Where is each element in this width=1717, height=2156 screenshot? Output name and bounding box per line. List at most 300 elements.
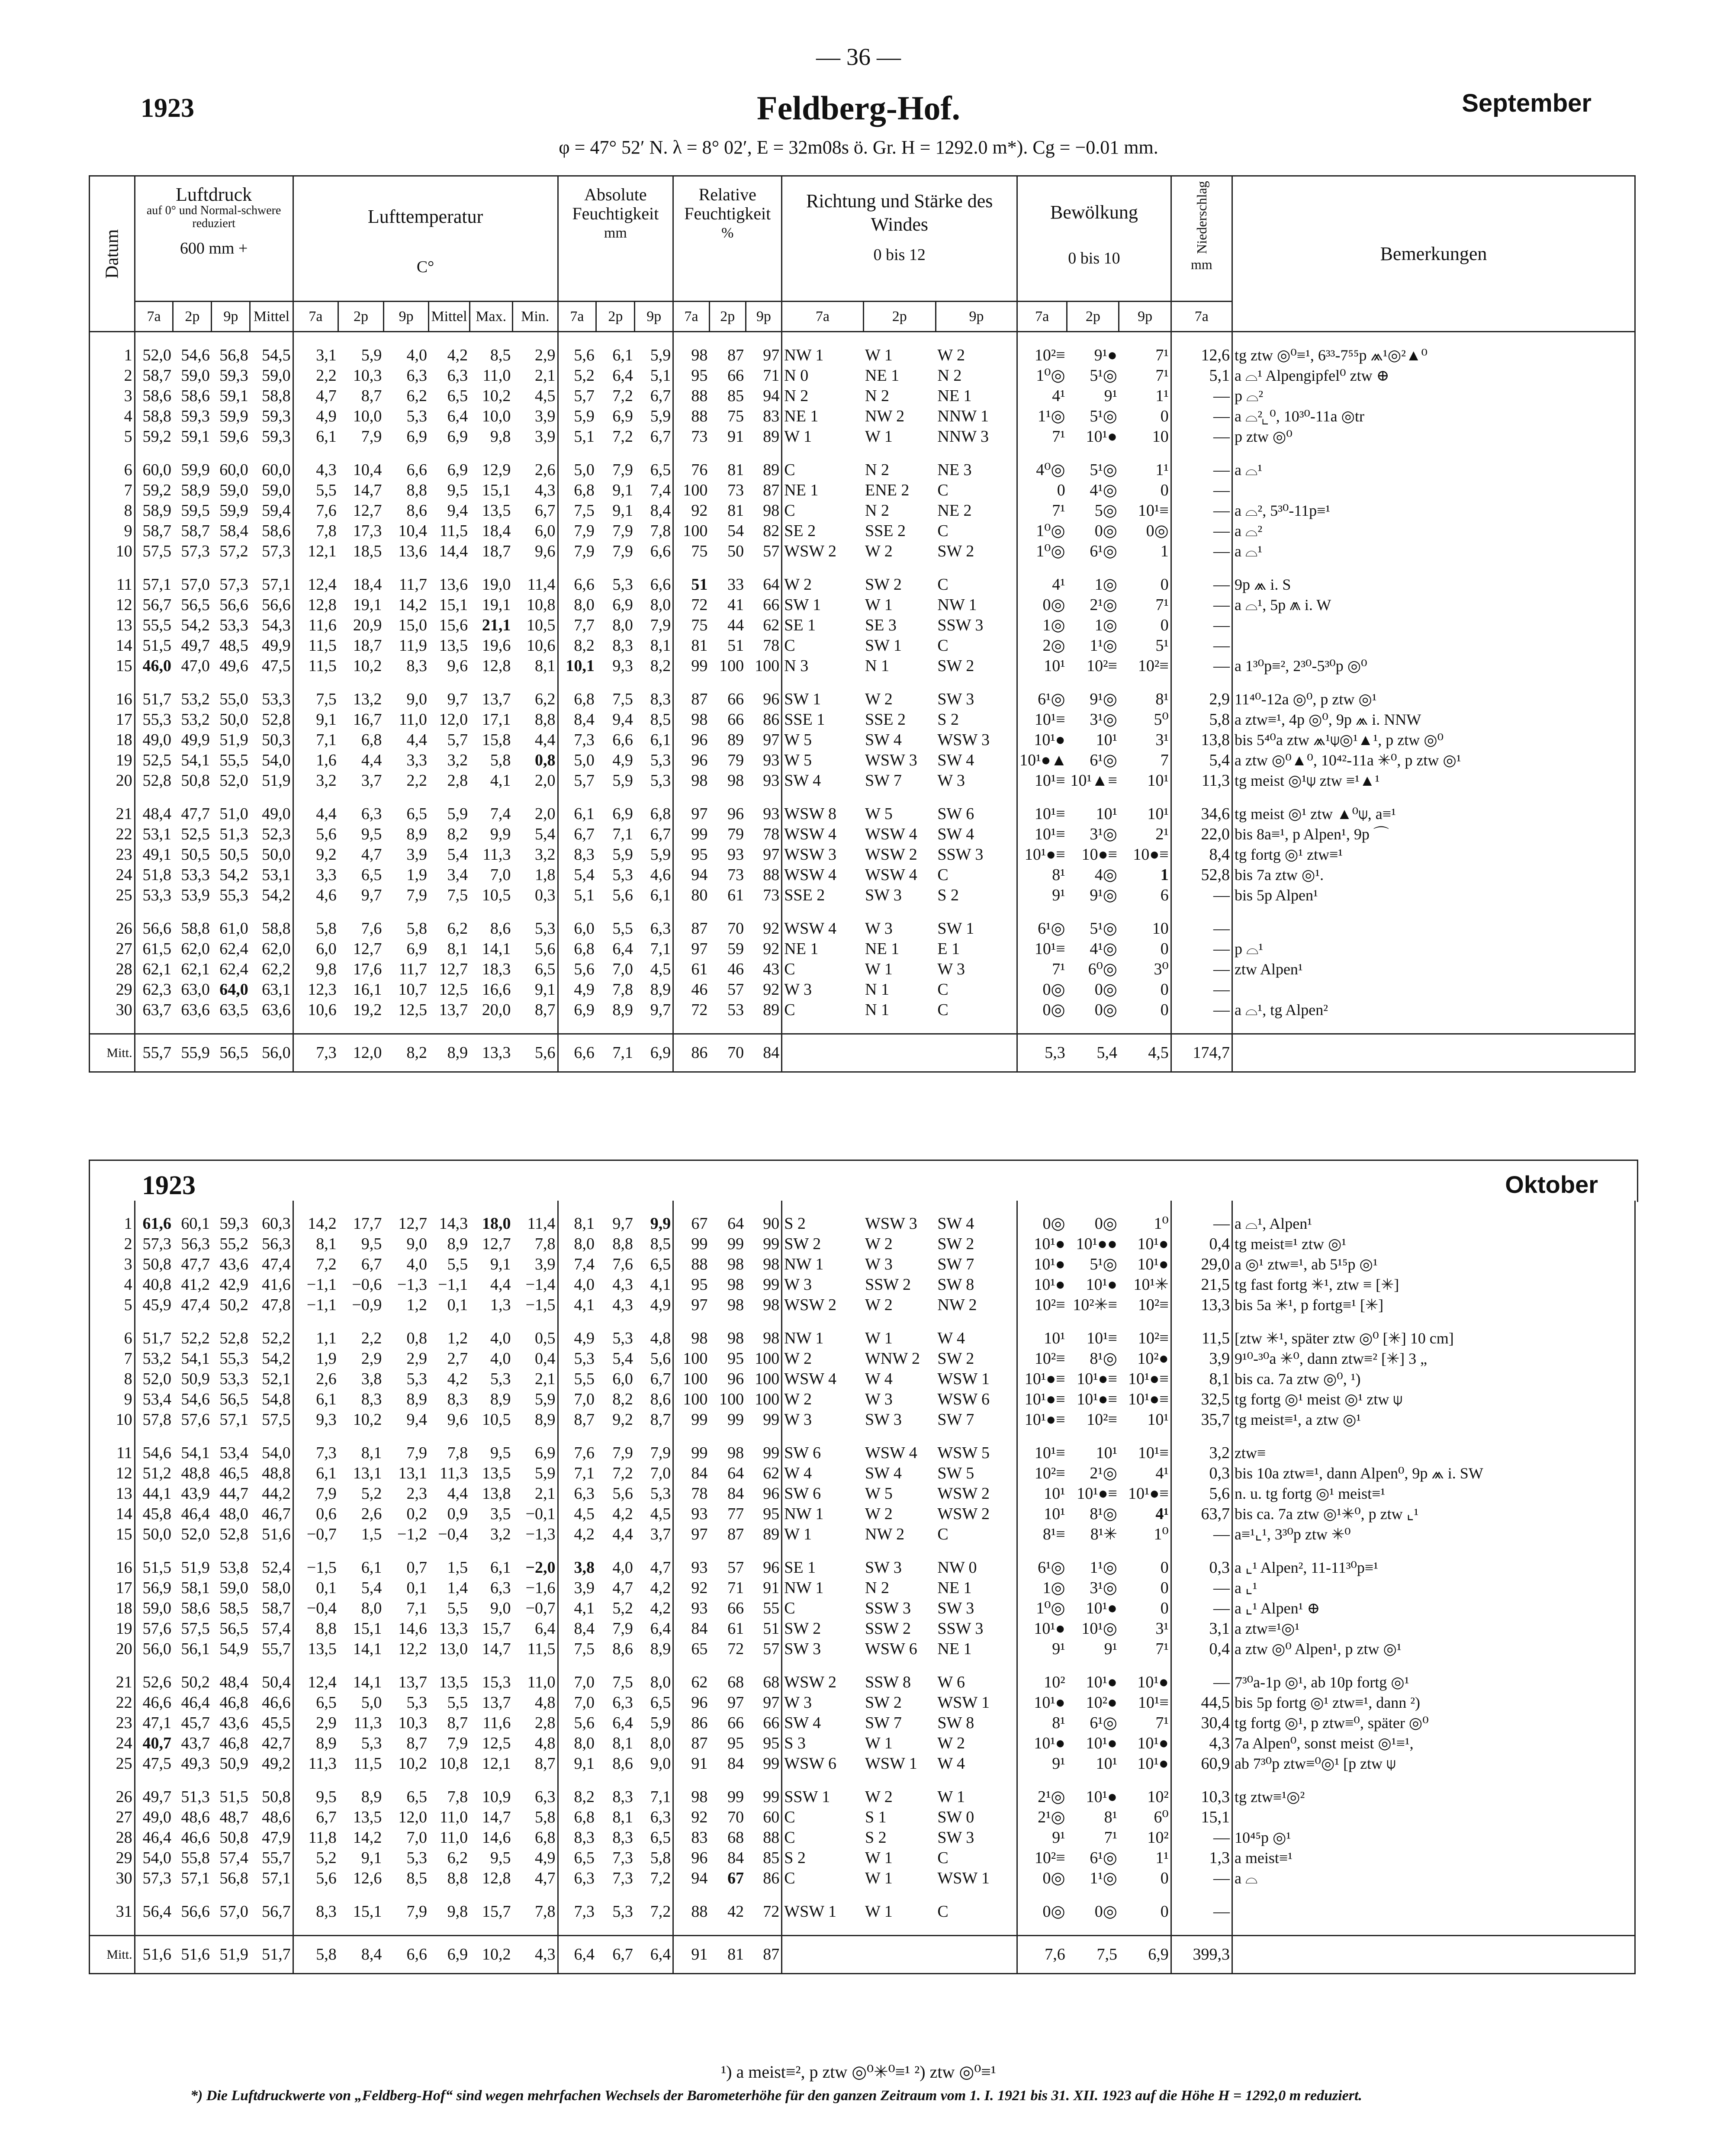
cell-nied: — bbox=[1171, 980, 1232, 1000]
cell-a7a: 3,9 bbox=[558, 1578, 596, 1598]
cell-pmittel: 59,4 bbox=[262, 501, 291, 520]
cell-r2p: 96 bbox=[727, 805, 744, 823]
cell-pmittel: 57,3 bbox=[262, 542, 291, 560]
cell-a2p: 7,2 bbox=[612, 427, 633, 446]
cell-a7a: 7,3 bbox=[558, 1902, 596, 1922]
cell-b9p: 0 bbox=[1160, 1579, 1169, 1597]
cell-t7a: 11,6 bbox=[293, 615, 338, 636]
cell-nied: 60,9 bbox=[1171, 1754, 1232, 1774]
cell-p7a: 53,1 bbox=[135, 824, 173, 845]
cell-p2p: 58,8 bbox=[181, 919, 210, 938]
cell-t9p: 3,3 bbox=[406, 751, 427, 769]
cell-p7a: 54,0 bbox=[135, 1848, 173, 1868]
cell-w9p: SSW 3 bbox=[937, 616, 984, 634]
cell-p2p: 56,5 bbox=[181, 596, 210, 614]
cell-t7a: 11,8 bbox=[293, 1828, 338, 1848]
cell-tmin: 11,4 bbox=[527, 575, 556, 594]
cell-tmin: 0,3 bbox=[535, 886, 556, 904]
cell-b9p: 10²● bbox=[1137, 1350, 1169, 1368]
cell-pmittel: 58,0 bbox=[262, 1579, 291, 1597]
cell-t7a: 6,5 bbox=[293, 1693, 338, 1713]
cell-remark: a ⌓¹, tg Alpen² bbox=[1232, 1000, 1635, 1020]
cell-nied: 0,3 bbox=[1171, 1558, 1232, 1578]
cell-b7a: 4¹ bbox=[1017, 386, 1067, 406]
cell-w9p: NE 1 bbox=[937, 1640, 972, 1658]
table-row bbox=[90, 1713, 1635, 1733]
cell-tmittel: 6,9 bbox=[447, 427, 468, 446]
cell-a7a: 9,1 bbox=[558, 1754, 596, 1774]
cell-a2p: 8,3 bbox=[612, 636, 633, 655]
cell-tmin: 8,7 bbox=[535, 1001, 556, 1019]
cell-tmax: 4,0 bbox=[490, 1350, 511, 1368]
sub-header-cell: 2p bbox=[596, 302, 635, 332]
cell-p7a: 52,6 bbox=[135, 1672, 173, 1693]
cell-p2p: 51,9 bbox=[181, 1558, 210, 1577]
cell-w7a: C bbox=[782, 1598, 863, 1619]
cell-t2p: 18,7 bbox=[353, 636, 382, 655]
cell-w2p: NE 1 bbox=[865, 366, 900, 385]
cell-p7a: 58,7 bbox=[135, 366, 173, 386]
table-row bbox=[90, 345, 1635, 366]
cell-a2p: 7,3 bbox=[612, 1869, 633, 1887]
table-row bbox=[90, 541, 1635, 562]
cell-remark: 11⁴⁰-12a ◎⁰, p ztw ◎¹ bbox=[1232, 689, 1635, 710]
cell-p2p: 59,0 bbox=[181, 366, 210, 385]
cell-a9p: 6,6 bbox=[650, 542, 671, 560]
cell-w7a: C bbox=[782, 1828, 863, 1848]
cell-b7a: 10¹●≡ bbox=[1017, 1410, 1067, 1430]
cell-b2p: 9¹ bbox=[1104, 387, 1117, 405]
cell-t2p: 6,8 bbox=[361, 731, 382, 749]
cell-r9p: 85 bbox=[763, 1849, 780, 1867]
cell-r7a: 88 bbox=[673, 406, 710, 427]
cell-b9p: 3¹ bbox=[1155, 1619, 1169, 1638]
cell-w2p: SW 4 bbox=[865, 1464, 902, 1482]
cell-day: 18 bbox=[90, 730, 135, 750]
cell-p9p: 42,9 bbox=[219, 1276, 248, 1294]
cell-nied: 1,3 bbox=[1171, 1848, 1232, 1868]
cell-b9p: 0 bbox=[1160, 575, 1169, 594]
table-row bbox=[90, 959, 1635, 980]
cell-day: 17 bbox=[90, 710, 135, 730]
cell-w7a: SE 2 bbox=[782, 521, 863, 541]
cell-r7a: 97 bbox=[673, 804, 710, 824]
cell-t7a: 3,1 bbox=[293, 345, 338, 366]
cell-b2p: 6¹◎ bbox=[1090, 751, 1117, 769]
cell-a9p: 8,4 bbox=[650, 501, 671, 520]
cell-w2p: WSW 2 bbox=[865, 845, 917, 864]
cell-remark: tg ztw≡¹◎² bbox=[1232, 1787, 1635, 1807]
cell-t7a: 0,1 bbox=[293, 1578, 338, 1598]
cell-tmax: 1,3 bbox=[490, 1296, 511, 1314]
cell-tmittel: 7,8 bbox=[447, 1788, 468, 1806]
cell-tmin: 2,1 bbox=[535, 1370, 556, 1388]
cell-p7a: 56,7 bbox=[135, 595, 173, 615]
cell-a7a: 5,7 bbox=[558, 386, 596, 406]
cell-remark: 10⁴⁵p ◎¹ bbox=[1232, 1828, 1635, 1848]
table-row bbox=[90, 1484, 1635, 1504]
cell-tmittel: 15,1 bbox=[439, 596, 468, 614]
cell-tmax: 3,2 bbox=[490, 1525, 511, 1543]
cell-pmittel: 53,3 bbox=[262, 690, 291, 708]
cell-pmittel: 58,6 bbox=[262, 522, 291, 540]
cell-t9p: 8,6 bbox=[406, 501, 427, 520]
sub-header-cell: 9p bbox=[936, 302, 1017, 332]
cell-b2p: 10¹● bbox=[1086, 1276, 1117, 1294]
cell-pmittel: 54,2 bbox=[262, 1350, 291, 1368]
cell-a9p: 6,5 bbox=[650, 1693, 671, 1712]
cell-t7a: 5,6 bbox=[293, 824, 338, 845]
cell-b9p: 8¹ bbox=[1155, 690, 1169, 708]
cell-a7a: 4,1 bbox=[558, 1598, 596, 1619]
cell-w9p: NE 1 bbox=[937, 1579, 972, 1597]
cell-remark: ztw Alpen¹ bbox=[1232, 959, 1635, 980]
cell-p9p: 50,8 bbox=[219, 1828, 248, 1847]
cell-a2p: 7,9 bbox=[612, 1619, 633, 1638]
cell-tmin: −0,1 bbox=[525, 1505, 556, 1523]
cell-w9p: SW 4 bbox=[937, 825, 974, 843]
cell-a2p: 6,4 bbox=[612, 940, 633, 958]
cell-t7a: 6,1 bbox=[293, 1463, 338, 1484]
cell-w9p: E 1 bbox=[937, 940, 960, 958]
cell-t9p: 1,2 bbox=[406, 1296, 427, 1314]
cell-w2p: SW 2 bbox=[865, 1693, 902, 1712]
cell-w2p: W 2 bbox=[865, 1235, 893, 1253]
cell-b9p: 1¹ bbox=[1155, 387, 1169, 405]
cell-nied: 10,3 bbox=[1171, 1787, 1232, 1807]
cell-tmax: 15,7 bbox=[482, 1902, 511, 1921]
cell-pmittel: 57,4 bbox=[262, 1619, 291, 1638]
cell-pmittel: 56,3 bbox=[262, 1235, 291, 1253]
cell-tmittel: 14,3 bbox=[439, 1215, 468, 1233]
cell-b2p: 5¹◎ bbox=[1090, 461, 1117, 479]
cell-a7a: 7,0 bbox=[558, 1672, 596, 1693]
cell-day: 3 bbox=[90, 1254, 135, 1275]
cell-w7a: SW 2 bbox=[782, 1234, 863, 1254]
cell-b2p: 10¹●≡ bbox=[1077, 1390, 1117, 1408]
cell-day: 20 bbox=[90, 1639, 135, 1659]
cell-w2p: W 2 bbox=[865, 1505, 893, 1523]
cell-r7a: 61 bbox=[673, 959, 710, 980]
cell-t2p: 20,9 bbox=[353, 616, 382, 634]
cell-w9p: C bbox=[937, 980, 949, 999]
cell-pmittel: 56,6 bbox=[262, 596, 291, 614]
cell-b9p: 7¹ bbox=[1155, 346, 1169, 364]
table-row bbox=[90, 1524, 1635, 1545]
cell-p7a: 47,5 bbox=[135, 1754, 173, 1774]
cell-p2p: 41,2 bbox=[181, 1276, 210, 1294]
cell-t2p: 17,7 bbox=[353, 1215, 382, 1233]
cell-w2p: WSW 1 bbox=[865, 1754, 917, 1773]
cell-t7a: 4,6 bbox=[293, 885, 338, 906]
cell-a2p: 7,5 bbox=[612, 1673, 633, 1691]
october-header bbox=[89, 1160, 1638, 1202]
cell-p7a: 62,1 bbox=[135, 959, 173, 980]
cell-tmax: 6,1 bbox=[490, 1558, 511, 1577]
mittel-b7a: 5,3 bbox=[1017, 1034, 1067, 1072]
cell-t2p: 13,2 bbox=[353, 690, 382, 708]
cell-b2p: 9¹◎ bbox=[1090, 690, 1117, 708]
cell-day: 25 bbox=[90, 1754, 135, 1774]
row-gap bbox=[90, 1545, 1635, 1558]
cell-p2p: 59,1 bbox=[181, 427, 210, 446]
table-row bbox=[90, 1410, 1635, 1430]
cell-w7a: SW 3 bbox=[782, 1639, 863, 1659]
cell-r9p: 62 bbox=[763, 1464, 780, 1482]
cell-day: 13 bbox=[90, 1484, 135, 1504]
cell-a7a: 8,0 bbox=[558, 1733, 596, 1754]
cell-b9p: 2¹ bbox=[1155, 825, 1169, 843]
mittel-t2p: 12,0 bbox=[338, 1034, 384, 1072]
cell-b2p: 1¹◎ bbox=[1090, 636, 1117, 655]
cell-day: 26 bbox=[90, 1787, 135, 1807]
cell-p9p: 54,9 bbox=[219, 1640, 248, 1658]
cell-r9p: 83 bbox=[763, 407, 780, 425]
cell-remark: a ⌓¹ bbox=[1232, 541, 1635, 562]
cell-b2p: 10¹●● bbox=[1076, 1235, 1117, 1253]
cell-tmax: 15,8 bbox=[482, 731, 511, 749]
cell-p9p: 64,0 bbox=[219, 980, 248, 999]
cell-p7a: 49,1 bbox=[135, 845, 173, 865]
cell-b9p: 0 bbox=[1160, 407, 1169, 425]
cell-a9p: 6,8 bbox=[650, 805, 671, 823]
cell-p2p: 49,3 bbox=[181, 1754, 210, 1773]
cell-a7a: 8,2 bbox=[558, 1787, 596, 1807]
cell-r9p: 98 bbox=[763, 1329, 780, 1347]
sub-header-cell: 2p bbox=[709, 302, 746, 332]
cell-r7a: 81 bbox=[673, 636, 710, 656]
cell-p9p: 55,3 bbox=[219, 1350, 248, 1368]
cell-b9p: 0 bbox=[1160, 1869, 1169, 1887]
cell-r2p: 70 bbox=[727, 919, 744, 938]
cell-pmittel: 50,3 bbox=[262, 731, 291, 749]
cell-t9p: 10,4 bbox=[398, 522, 427, 540]
cell-tmittel: 8,7 bbox=[447, 1714, 468, 1732]
cell-a9p: 6,3 bbox=[650, 919, 671, 938]
cell-b9p: 7¹ bbox=[1155, 366, 1169, 385]
cell-a7a: 4,2 bbox=[558, 1524, 596, 1545]
cell-remark: a ztw ◎⁰ Alpen¹, p ztw ◎¹ bbox=[1232, 1639, 1635, 1659]
cell-w7a: W 3 bbox=[782, 1275, 863, 1295]
cell-a2p: 5,3 bbox=[612, 575, 633, 594]
cell-tmittel: 4,4 bbox=[447, 1484, 468, 1503]
cell-a9p: 8,0 bbox=[650, 596, 671, 614]
cell-b9p: 10¹●≡ bbox=[1128, 1390, 1169, 1408]
cell-b7a: 10¹● bbox=[1017, 1619, 1067, 1639]
cell-pmittel: 50,0 bbox=[262, 845, 291, 864]
cell-a7a: 8,3 bbox=[558, 1828, 596, 1848]
cell-tmin: 2,6 bbox=[535, 461, 556, 479]
cell-w9p: C bbox=[937, 1849, 949, 1867]
cell-w9p: C bbox=[937, 866, 949, 884]
cell-p9p: 59,3 bbox=[219, 1215, 248, 1233]
table-row bbox=[90, 1369, 1635, 1389]
cell-b7a: 6¹◎ bbox=[1017, 1558, 1067, 1578]
mittel-b9p: 6,9 bbox=[1119, 1936, 1171, 1974]
cell-w7a: W 1 bbox=[782, 427, 863, 447]
cell-r9p: 98 bbox=[763, 1255, 780, 1273]
cell-pmittel: 62,2 bbox=[262, 960, 291, 978]
cell-r7a: 100 bbox=[673, 1349, 710, 1369]
cell-t9p: 7,9 bbox=[406, 886, 427, 904]
cell-b2p: 9¹ bbox=[1104, 1640, 1117, 1658]
cell-day: 11 bbox=[90, 575, 135, 595]
cell-p7a: 51,5 bbox=[135, 636, 173, 656]
cell-tmax: 4,1 bbox=[490, 771, 511, 790]
cell-r7a: 93 bbox=[673, 1598, 710, 1619]
cell-nied: — bbox=[1171, 1524, 1232, 1545]
cell-tmax: 3,5 bbox=[490, 1505, 511, 1523]
cell-a2p: 8,0 bbox=[612, 616, 633, 634]
cell-b7a: 10¹ bbox=[1017, 1328, 1067, 1349]
cell-w7a: WSW 1 bbox=[782, 1902, 863, 1922]
cell-tmittel: −1,1 bbox=[438, 1276, 468, 1294]
cell-a9p: 5,3 bbox=[650, 1484, 671, 1503]
cell-b7a: 1◎ bbox=[1017, 1578, 1067, 1598]
sub-header-cell: 9p bbox=[1119, 302, 1171, 332]
cell-t7a: 4,9 bbox=[293, 406, 338, 427]
cell-b7a: 0◎ bbox=[1017, 1000, 1067, 1020]
cell-remark: bis 10a ztw≡¹, dann Alpen⁰, 9p ⩕ i. SW bbox=[1232, 1463, 1635, 1484]
cell-tmin: 3,9 bbox=[535, 407, 556, 425]
cell-tmin: 2,0 bbox=[535, 805, 556, 823]
cell-t7a: 3,3 bbox=[293, 865, 338, 885]
cell-w2p: W 5 bbox=[865, 1484, 893, 1503]
cell-b2p: 4◎ bbox=[1094, 866, 1117, 884]
cell-pmittel: 52,3 bbox=[262, 825, 291, 843]
cell-b2p: 3¹◎ bbox=[1090, 825, 1117, 843]
cell-b7a: 9¹ bbox=[1017, 1639, 1067, 1659]
cell-nied: 63,7 bbox=[1171, 1504, 1232, 1524]
cell-day: 4 bbox=[90, 406, 135, 427]
cell-day: 29 bbox=[90, 1848, 135, 1868]
cell-p9p: 62,4 bbox=[219, 960, 248, 978]
cell-t9p: 2,9 bbox=[406, 1350, 427, 1368]
cell-p7a: 58,6 bbox=[135, 386, 173, 406]
cell-t7a: 7,2 bbox=[293, 1254, 338, 1275]
table-row bbox=[90, 1349, 1635, 1369]
cell-r2p: 87 bbox=[727, 1525, 744, 1543]
cell-r9p: 92 bbox=[763, 940, 780, 958]
cell-t7a: 9,2 bbox=[293, 845, 338, 865]
cell-nied: 5,8 bbox=[1171, 710, 1232, 730]
cell-a7a: 5,6 bbox=[558, 959, 596, 980]
cell-p9p: 44,7 bbox=[219, 1484, 248, 1503]
cell-tmittel: 8,8 bbox=[447, 1869, 468, 1887]
cell-tmin: 0,8 bbox=[535, 751, 556, 769]
cell-p7a: 49,7 bbox=[135, 1787, 173, 1807]
cell-t7a: 7,1 bbox=[293, 730, 338, 750]
cell-a7a: 6,7 bbox=[558, 824, 596, 845]
cell-b2p: 10¹◎ bbox=[1081, 1619, 1117, 1638]
cell-a7a: 7,6 bbox=[558, 1443, 596, 1463]
cell-p7a: 49,0 bbox=[135, 1807, 173, 1828]
cell-r9p: 99 bbox=[763, 1788, 780, 1806]
col-luftdruck: Luftdruck auf 0° und Normal-schwere reduziert 600 mm + bbox=[135, 176, 293, 302]
row-gap bbox=[90, 332, 1635, 346]
cell-tmin: 10,8 bbox=[527, 596, 556, 614]
cell-t9p: 8,7 bbox=[406, 1734, 427, 1752]
cell-t7a: 12,8 bbox=[293, 595, 338, 615]
cell-tmin: 6,4 bbox=[535, 1619, 556, 1638]
cell-a7a: 8,2 bbox=[558, 636, 596, 656]
cell-nied: 8,4 bbox=[1171, 845, 1232, 865]
cell-t7a: 6,0 bbox=[293, 939, 338, 959]
cell-a2p: 7,9 bbox=[612, 522, 633, 540]
cell-remark: tg fortg ◎¹ meist ◎¹ ztw ⍦ bbox=[1232, 1389, 1635, 1410]
table-row bbox=[90, 1619, 1635, 1639]
cell-b7a: 1⁰◎ bbox=[1017, 521, 1067, 541]
cell-nied: — bbox=[1171, 615, 1232, 636]
cell-day: 6 bbox=[90, 1328, 135, 1349]
cell-r7a: 46 bbox=[673, 980, 710, 1000]
cell-p9p: 56,6 bbox=[219, 596, 248, 614]
cell-nied: 30,4 bbox=[1171, 1713, 1232, 1733]
cell-nied: — bbox=[1171, 406, 1232, 427]
cell-r7a: 97 bbox=[673, 1295, 710, 1315]
cell-tmax: 15,7 bbox=[482, 1619, 511, 1638]
cell-a7a: 7,9 bbox=[558, 541, 596, 562]
cell-t9p: 7,9 bbox=[406, 1444, 427, 1462]
table-row bbox=[90, 1639, 1635, 1659]
cell-b2p: 8¹ bbox=[1104, 1808, 1117, 1826]
cell-w7a: C bbox=[782, 460, 863, 480]
cell-p7a: 52,0 bbox=[135, 1369, 173, 1389]
cell-day: 5 bbox=[90, 427, 135, 447]
cell-t2p: 5,2 bbox=[361, 1484, 382, 1503]
cell-b9p: 10 bbox=[1152, 919, 1169, 938]
cell-t2p: 8,0 bbox=[361, 1599, 382, 1617]
cell-pmittel: 47,9 bbox=[262, 1828, 291, 1847]
cell-a9p: 6,4 bbox=[650, 1619, 671, 1638]
cell-a2p: 6,9 bbox=[612, 805, 633, 823]
cell-nied: — bbox=[1171, 1000, 1232, 1020]
cell-remark: a 1³⁰p≡², 2³⁰-5³⁰p ◎⁰ bbox=[1232, 656, 1635, 676]
cell-nied: — bbox=[1171, 460, 1232, 480]
cell-tmax: 10,5 bbox=[482, 1411, 511, 1429]
cell-r9p: 100 bbox=[755, 1370, 780, 1388]
cell-a2p: 5,5 bbox=[612, 919, 633, 938]
cell-tmax: 14,1 bbox=[482, 940, 511, 958]
table-row bbox=[90, 595, 1635, 615]
cell-nied: 12,6 bbox=[1171, 345, 1232, 366]
cell-w9p: W 2 bbox=[937, 346, 965, 364]
cell-tmin: 11,4 bbox=[527, 1215, 556, 1233]
cell-day: 31 bbox=[90, 1902, 135, 1922]
cell-r9p: 57 bbox=[763, 542, 780, 560]
cell-tmittel: 3,4 bbox=[447, 866, 468, 884]
table-row bbox=[90, 730, 1635, 750]
cell-b7a: 0◎ bbox=[1017, 595, 1067, 615]
cell-tmin: 2,1 bbox=[535, 366, 556, 385]
cell-p7a: 49,0 bbox=[135, 730, 173, 750]
cell-p9p: 50,5 bbox=[219, 845, 248, 864]
cell-a2p: 7,9 bbox=[612, 542, 633, 560]
cell-a9p: 4,2 bbox=[650, 1599, 671, 1617]
cell-p2p: 53,2 bbox=[181, 710, 210, 729]
cell-t2p: 10,0 bbox=[353, 407, 382, 425]
cell-p9p: 55,5 bbox=[219, 751, 248, 769]
cell-r2p: 66 bbox=[727, 710, 744, 729]
cell-remark: a ⌓²⌞⁰, 10³⁰-11a ◎tr bbox=[1232, 406, 1635, 427]
cell-tmittel: 3,2 bbox=[447, 751, 468, 769]
cell-w2p: N 2 bbox=[865, 501, 889, 520]
cell-tmax: 13,8 bbox=[482, 1484, 511, 1503]
cell-w2p: W 2 bbox=[865, 1296, 893, 1314]
cell-day: 8 bbox=[90, 501, 135, 521]
cell-remark: bis 8a≡¹, p Alpen¹, 9p ⌒ bbox=[1232, 824, 1635, 845]
cell-t7a: 8,1 bbox=[293, 1234, 338, 1254]
